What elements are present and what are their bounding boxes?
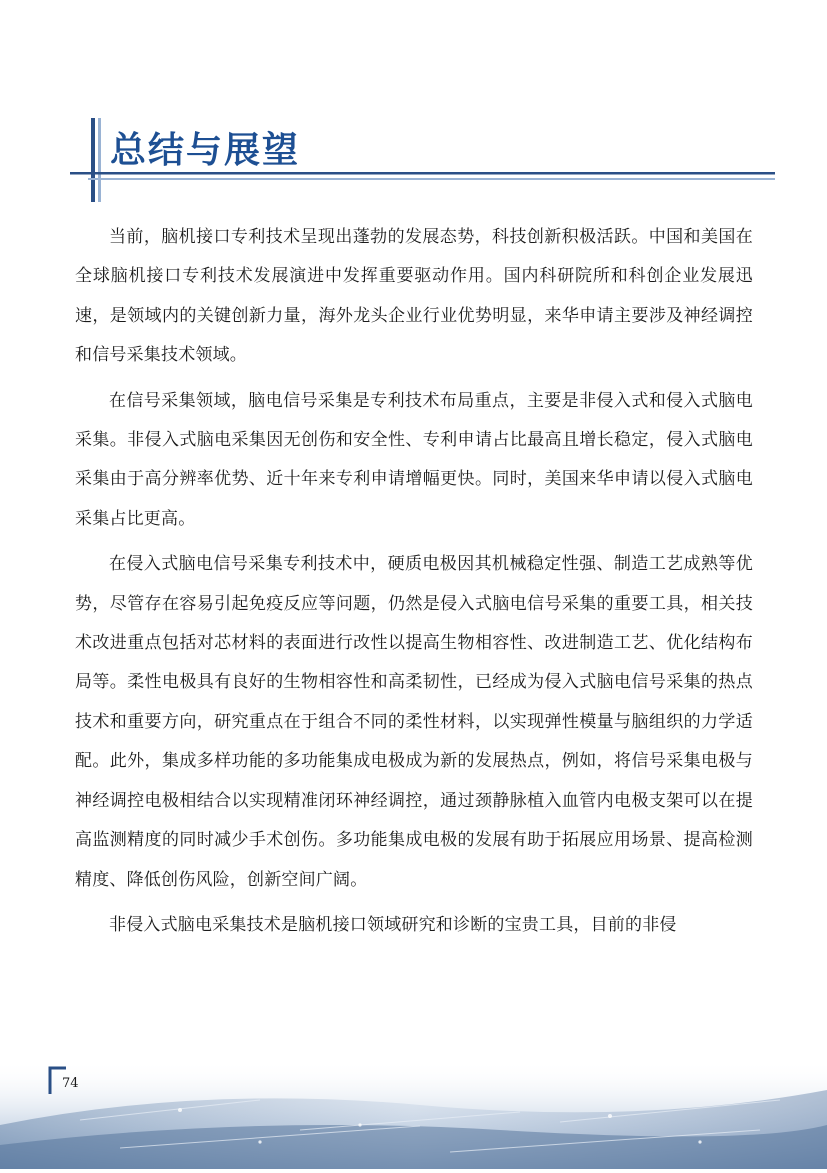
paragraph: 在侵入式脑电信号采集专利技术中，硬质电极因其机械稳定性强、制造工艺成熟等优势，尽管存在容易引起免疫反应等问题，仍然是侵入式脑电信号采集的重要工具，相关技术改进重点包括对芯材料的表面进行改性以提高生物相容性、改进制造工艺、优化结构布局等。柔性电极具有良好的生物相容性和高柔韧性，已经成为侵入式脑电信号采集的热点技术和重要方向，研究重点在于组合不同的柔性材料，以实现弹性模量与脑组织的力学适配。此外，集成多样功能的多功能集成电极成为新的发展热点，例如，将信号采集电极与神经调控电极相结合以实现精准闭环神经调控，通过颈静脉植入血管内电极支架可以在提高监测精度的同时减少手术创伤。多功能集成电极的发展有助于拓展应用场景、提高检测精度、降低创伤风险，创新空间广阔。 [75, 554, 753, 890]
paragraph: 非侵入式脑电采集技术是脑机接口领域研究和诊断的宝贵工具，目前的非侵 [109, 914, 677, 935]
footer-banner [0, 1030, 827, 1169]
page-title: 总结与展望 [110, 130, 301, 171]
title-decoration [0, 0, 827, 220]
footer-tech-graphic [0, 1030, 827, 1169]
paragraph: 当前，脑机接口专利技术呈现出蓬勃的发展态势，科技创新积极活跃。中国和美国在全球脑机接口专利技术发展演进中发挥重要驱动作用。国内科研院所和科创企业发展迅速，是领域内的关键创新力量，海外龙头企业行业优势明显，来华申请主要涉及神经调控和信号采集技术领域。 [75, 227, 753, 366]
section-header [0, 0, 827, 220]
paragraph: 在信号采集领域，脑电信号采集是专利技术布局重点，主要是非侵入式和侵入式脑电采集。非侵入式脑电采集因无创伤和安全性、专利申请占比最高且增长稳定，侵入式脑电采集由于高分辨率优势、近十年来专利申请增幅更快。同时，美国来华申请以侵入式脑电采集占比更高。 [75, 390, 753, 529]
page-number: 74 [62, 1076, 79, 1091]
body-text [75, 218, 753, 945]
